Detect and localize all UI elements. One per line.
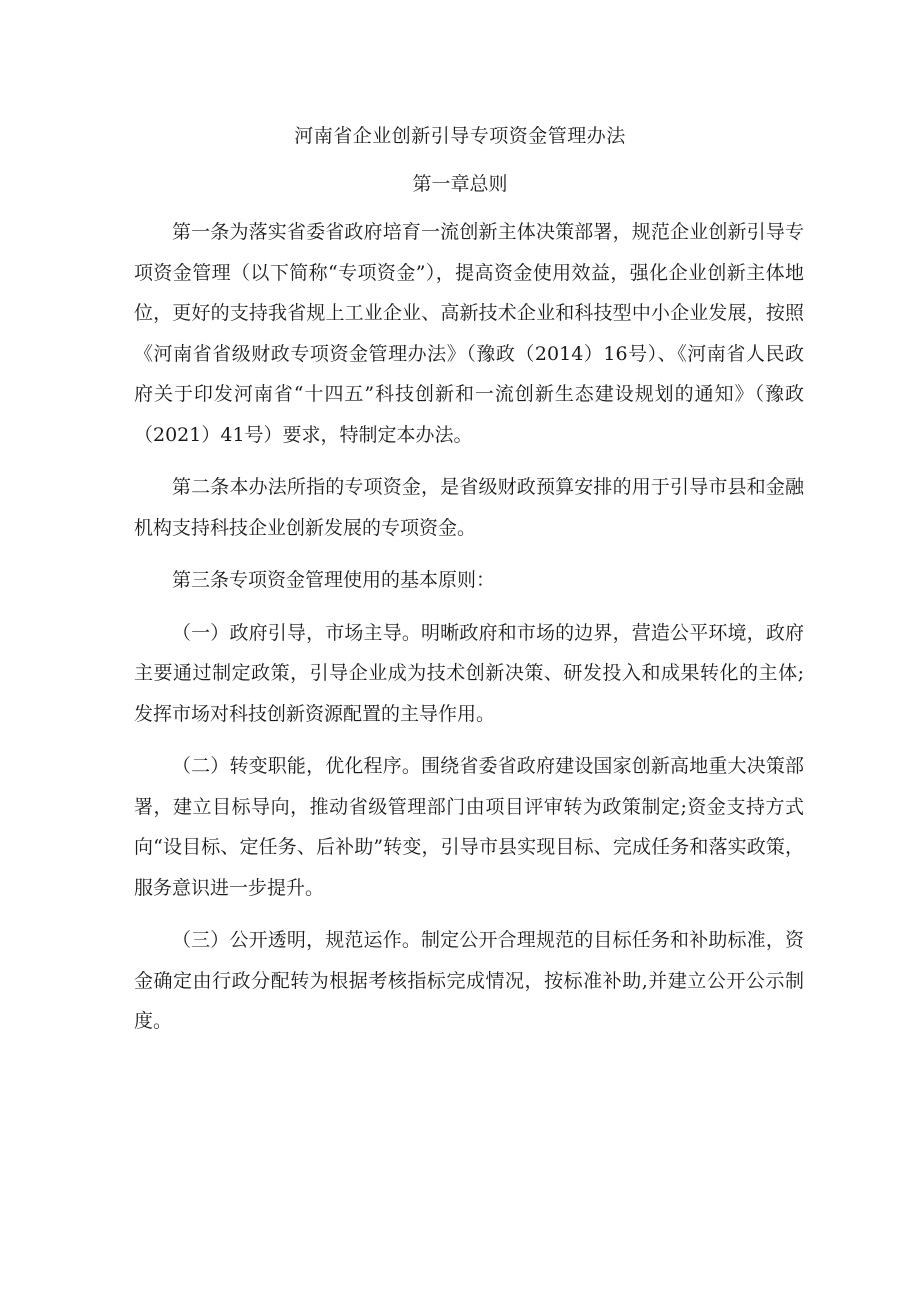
document-body: [134, 212, 804, 1054]
article-3-paragraph: 第三条专项资金管理使用的基本原则：: [172, 569, 496, 591]
article-2-paragraph: 第二条本办法所指的专项资金，是省级财政预算安排的用于引导市县和金融机构支持科技企业创新发展的专项资金。: [134, 476, 804, 539]
principle-3-paragraph: （三）公开透明，规范运作。制定公开合理规范的目标任务和补助标准，资金确定由行政分配转为根据考核指标完成情况，按标准补助,并建立公开公示制度。: [134, 929, 804, 1032]
chapter-heading: 第一章总则: [412, 173, 508, 195]
principle-1-paragraph: （一）政府引导，市场主导。明晰政府和市场的边界，营造公平环境，政府主要通过制定政策，引导企业成为技术创新决策、研发投入和成果转化的主体;发挥市场对科技创新资源配置的主导作用。: [134, 621, 804, 725]
article-1-paragraph: 第一条为落实省委省政府培育一流创新主体决策部署，规范企业创新引导专项资金管理（以下简称“专项资金”），提高资金使用效益，强化企业创新主体地位，更好的支持我省规上工业企业、高新技术企业和科技型中小企业发展，按照《河南省省级财政专项资金管理办法》（豫政（2014）16号）、《河南省人民政府关于印发河南省“十四五”科技创新和一流创新生态建设规划的通知》（豫政（2021）41号）要求，特制定本办法。: [134, 221, 804, 446]
principle-2-paragraph: （二）转变职能，优化程序。围绕省委省政府建设国家创新高地重大决策部署，建立目标导向，推动省级管理部门由项目评审转为政策制定;资金支持方式向“设目标、定任务、后补助”转变，引导市县实现目标、完成任务和落实政策，服务意识进一步提升。: [134, 755, 804, 899]
document-title: 河南省企业创新引导专项资金管理办法: [294, 125, 626, 147]
